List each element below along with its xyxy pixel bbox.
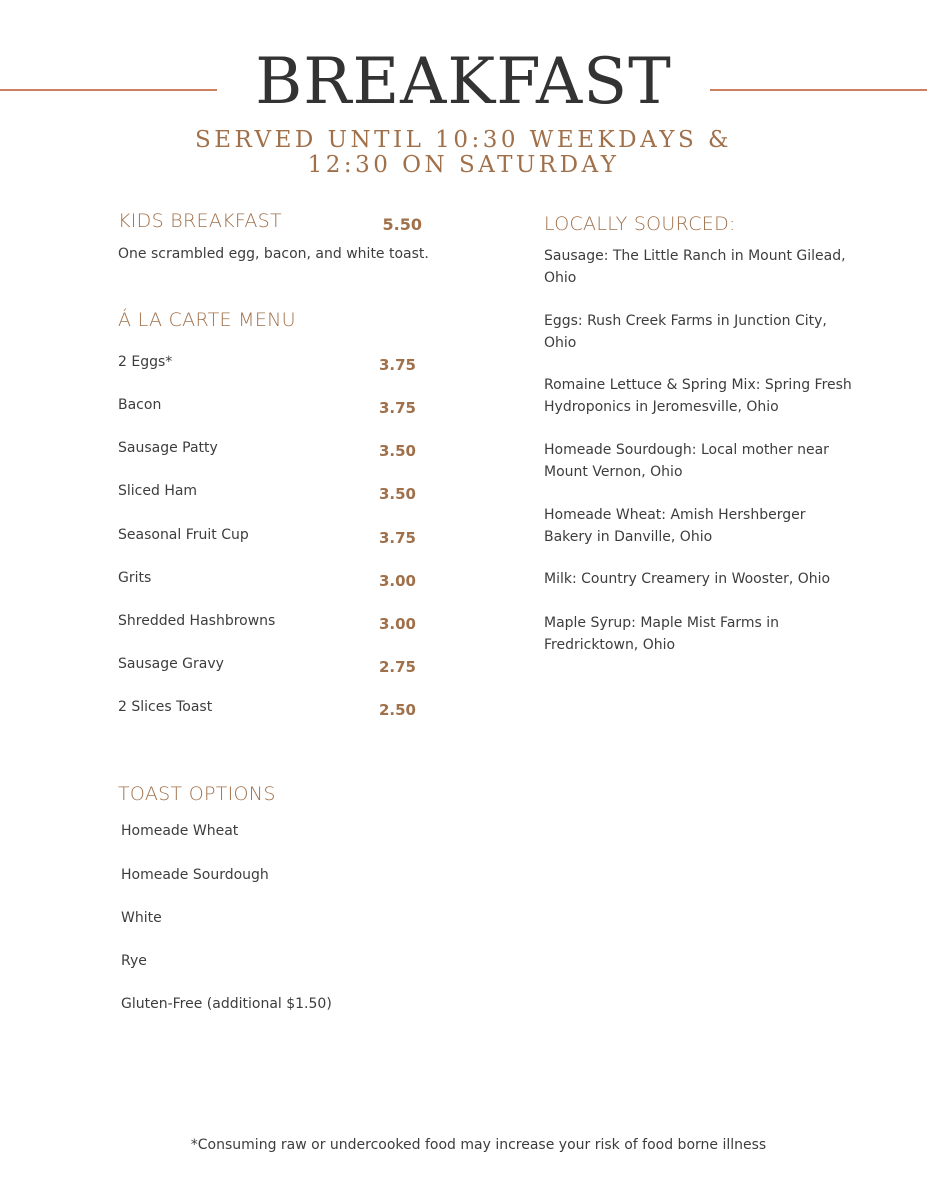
a-la-carte-item-price: 3.50 xyxy=(378,485,416,503)
locally-sourced-item: Eggs: Rush Creek Farms in Junction City, Ohio xyxy=(544,313,827,351)
a-la-carte-item-name: 2 Eggs* xyxy=(118,354,173,370)
food-safety-footnote: *Consuming raw or undercooked food may increase your risk of food borne illness xyxy=(190,1137,767,1153)
a-la-carte-item-name: Bacon xyxy=(118,397,162,413)
kids-breakfast-price: 5.50 xyxy=(382,215,422,234)
a-la-carte-item-name: Grits xyxy=(118,570,152,586)
locally-sourced-item: Milk: Country Creamery in Wooster, Ohio xyxy=(544,571,831,587)
a-la-carte-item-price: 3.00 xyxy=(378,615,416,633)
toast-option: Homeade Sourdough xyxy=(121,867,269,883)
a-la-carte-item-name: Seasonal Fruit Cup xyxy=(118,527,249,543)
kids-breakfast-description: One scrambled egg, bacon, and white toast. xyxy=(118,246,429,262)
a-la-carte-item-price: 3.75 xyxy=(378,356,416,374)
locally-sourced-item: Homeade Sourdough: Local mother near Mount Vernon, Ohio xyxy=(544,442,829,480)
a-la-carte-item-price: 3.75 xyxy=(378,529,416,547)
toast-option: Homeade Wheat xyxy=(121,823,239,839)
toast-option: White xyxy=(121,910,162,926)
a-la-carte-item-price: 3.00 xyxy=(378,572,416,590)
locally-sourced-item: Romaine Lettuce & Spring Mix: Spring Fresh Hydroponics in Jeromesville, Ohio xyxy=(544,377,852,415)
subtitle-line-2: 12:30 ON SATURDAY xyxy=(307,152,620,178)
subtitle-line-1: SERVED UNTIL 10:30 WEEKDAYS & xyxy=(194,127,733,153)
a-la-carte-item-price: 2.50 xyxy=(378,701,416,719)
kids-breakfast-heading: KIDS BREAKFAST xyxy=(118,210,282,232)
a-la-carte-item-name: 2 Slices Toast xyxy=(118,699,213,715)
locally-sourced-item: Maple Syrup: Maple Mist Farms in Fredricktown, Ohio xyxy=(544,615,780,653)
locally-sourced-heading: LOCALLY SOURCED: xyxy=(544,213,736,235)
a-la-carte-item-price: 2.75 xyxy=(378,658,416,676)
a-la-carte-item-name: Sliced Ham xyxy=(118,483,198,499)
page-title: BREAKFAST xyxy=(255,45,672,119)
a-la-carte-item-name: Sausage Gravy xyxy=(118,656,224,672)
toast-option: Rye xyxy=(121,953,147,969)
a-la-carte-item-name: Sausage Patty xyxy=(118,440,218,456)
a-la-carte-item-name: Shredded Hashbrowns xyxy=(118,613,276,629)
a-la-carte-heading: Á LA CARTE MENU xyxy=(118,309,296,331)
toast-options-heading: TOAST OPTIONS xyxy=(118,783,276,805)
a-la-carte-item-price: 3.75 xyxy=(378,399,416,417)
locally-sourced-item: Homeade Wheat: Amish Hershberger Bakery in Danville, Ohio xyxy=(544,507,806,545)
toast-option: Gluten-Free (additional $1.50) xyxy=(121,996,332,1012)
a-la-carte-item-price: 3.50 xyxy=(378,442,416,460)
service-hours-subtitle xyxy=(0,128,927,178)
locally-sourced-item: Sausage: The Little Ranch in Mount Gilead, Ohio xyxy=(544,248,846,286)
